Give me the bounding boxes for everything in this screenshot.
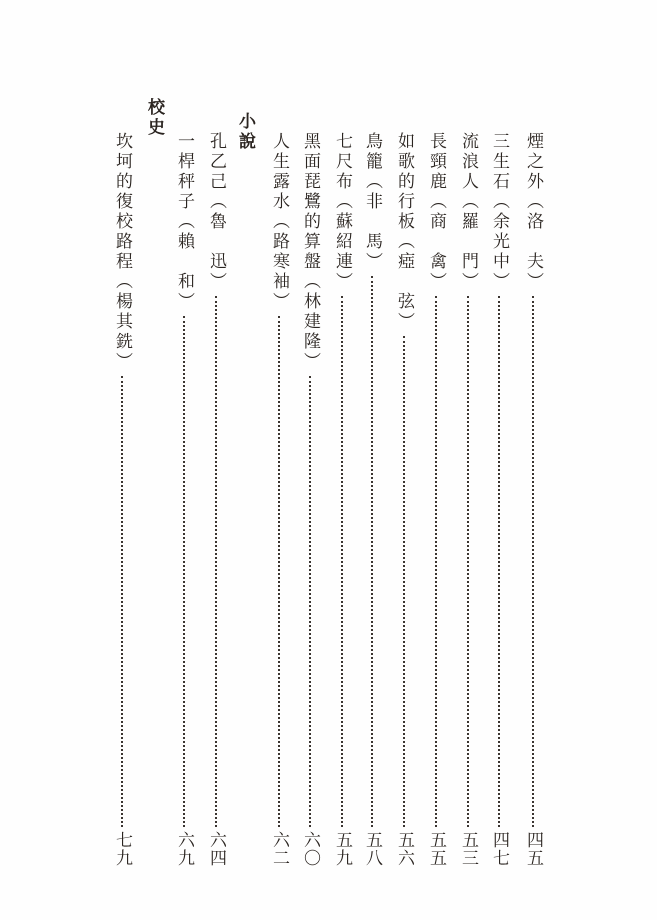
toc-entry: [203, 132, 229, 867]
entry-title: 三生石: [489, 132, 509, 192]
toc-entry: [455, 132, 481, 867]
dot-leader: [435, 296, 437, 827]
entry-title: 煙之外: [523, 132, 543, 192]
entry-author: （非 馬）: [362, 172, 382, 272]
toc-entry: [423, 132, 449, 867]
dot-leader: [121, 376, 123, 827]
entry-author: （商 禽）: [426, 192, 446, 292]
toc-entry: [266, 132, 292, 867]
dot-leader: [309, 376, 311, 827]
toc-entry: [520, 132, 546, 867]
entry-page: 六二: [269, 831, 289, 867]
entry-author: （路寒袖）: [269, 212, 289, 312]
dot-leader: [215, 296, 217, 827]
section-heading-history: 校史: [144, 98, 164, 138]
entry-page: 五九: [332, 831, 352, 867]
entry-author: （賴 和）: [174, 212, 194, 312]
section-heading-novel: 小說: [235, 112, 255, 152]
dot-leader: [498, 296, 500, 827]
toc-entry: [171, 132, 197, 867]
dot-leader: [341, 296, 343, 827]
entry-author: （蘇紹連）: [332, 192, 352, 292]
dot-leader: [278, 316, 280, 827]
entry-title: 坎坷的復校路程: [112, 132, 132, 272]
entry-page: 五六: [394, 831, 414, 867]
entry-title: 七尺布: [332, 132, 352, 192]
entry-page: 四五: [523, 831, 543, 867]
entry-author: （洛 夫）: [523, 192, 543, 292]
entry-title: 孔乙己: [206, 132, 226, 192]
entry-author: （瘂 弦）: [394, 232, 414, 332]
entry-title: 人生露水: [269, 132, 289, 212]
entry-page: 五三: [458, 831, 478, 867]
dot-leader: [183, 316, 185, 827]
entry-author: （魯 迅）: [206, 192, 226, 292]
entry-page: 六〇: [300, 831, 320, 867]
entry-title: 黑面琵鷺的算盤: [300, 132, 320, 272]
toc-entry: [359, 132, 385, 867]
dot-leader: [403, 336, 405, 827]
entry-page: 五五: [426, 831, 446, 867]
entry-author: （余光中）: [489, 192, 509, 292]
entry-author: （楊其銑）: [112, 272, 132, 372]
dot-leader: [467, 296, 469, 827]
entry-title: 一桿秤子: [174, 132, 194, 212]
entry-page: 六九: [174, 831, 194, 867]
dot-leader: [532, 296, 534, 827]
entry-page: 七九: [112, 831, 132, 867]
toc-entry: [486, 132, 512, 867]
entry-title: 長頸鹿: [426, 132, 446, 192]
entry-title: 流浪人: [458, 132, 478, 192]
toc-entry: [391, 132, 417, 867]
toc-entry: [109, 132, 135, 867]
entry-title: 如歌的行板: [394, 132, 414, 232]
toc-entry: [329, 132, 355, 867]
entry-page: 六四: [206, 831, 226, 867]
entry-title: 鳥籠: [362, 132, 382, 172]
entry-author: （羅 門）: [458, 192, 478, 292]
toc-entry: [297, 132, 323, 867]
dot-leader: [371, 276, 373, 827]
entry-page: 五八: [362, 831, 382, 867]
entry-page: 四七: [489, 831, 509, 867]
entry-author: （林建隆）: [300, 272, 320, 372]
